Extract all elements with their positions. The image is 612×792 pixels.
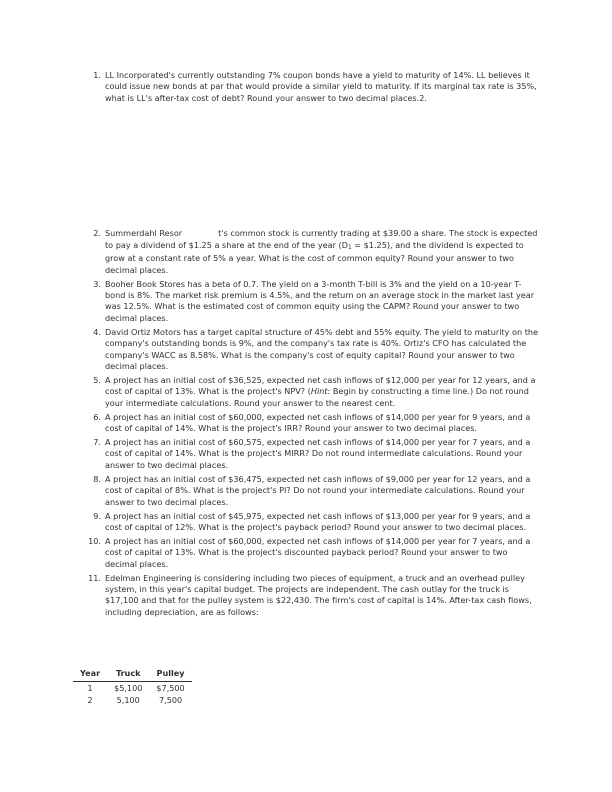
question-list (86, 70, 538, 621)
question-2-segment-b: t's common stock is currently trading at $39.00 a share. The stock is expected to pay a dividend of $1.25 a share at the end of the year (D (105, 228, 538, 250)
question-text-4: David Ortiz Motors has a target capital structure of 45% debt and 55% equity. The yield to maturity on the company's outstanding bonds is 9%, and the company's tax rate is 40%. Ortiz's CFO has calculated the company's WACC as 8.58%. What is the company's cost of equity capital? Round your answer to two decimal places. (105, 326, 539, 372)
question-number-7: 7. (93, 437, 101, 448)
column-header-pulley: Pulley (156, 668, 185, 678)
question-item-9 (86, 511, 538, 534)
column-header-year: Year (80, 668, 101, 678)
question-item-8 (86, 474, 538, 508)
question-number-6: 6. (93, 411, 101, 422)
question-item-11 (86, 573, 538, 619)
question-5-segment-b: : Begin by constructing a time line.) Do not round your intermediate calculations. Round your answer to the nearest cent. (105, 386, 529, 408)
cell-year-1: 1 (87, 682, 93, 693)
cashflow-table-head (73, 668, 192, 681)
question-number-8: 8. (93, 473, 101, 484)
question-2-segment-a: Summerdahl Resor (105, 228, 183, 239)
question-text-2 (105, 228, 538, 276)
question-item-3 (86, 279, 538, 325)
question-text-10: A project has an initial cost of $60,000, expected net cash inflows of $14,000 per year for 7 years, and a cost of capital of 13%. What is the project's discounted payback period? Round your answer to two decimal places. (105, 535, 531, 569)
cell-truck-2: 5,100 (116, 695, 140, 706)
column-header-truck: Truck (115, 668, 141, 678)
question-item-1 (86, 70, 538, 104)
question-item-4 (86, 327, 538, 373)
cell-truck-1: $5,100 (114, 682, 143, 693)
table-row (73, 681, 192, 694)
question-number-2: 2. (93, 228, 101, 239)
question-number-11: 11. (88, 572, 101, 583)
question-text-11: Edelman Engineering is considering including two pieces of equipment, a truck and an overhead pulley system, in this year's capital budget. The projects are independent. The cash outlay for the truck is $17,100 and that for the pulley system is $22,430. The firm's cost of capital is 14%. After-tax cash flows, including depreciation, are as follows: (105, 572, 532, 617)
cashflow-header-row (73, 668, 192, 681)
question-text-1: LL Incorporated's currently outstanding 7% coupon bonds have a yield to maturity of 14%. LL believes it could issue new bonds at par that would provide a similar yield to maturity. If its marginal tax rate is 35%, what is LL's after-tax cost of debt? Round your answer to two decimal places.2. (105, 70, 537, 103)
cell-pulley-1: $7,500 (156, 682, 185, 693)
question-number-4: 4. (93, 326, 101, 337)
question-number-3: 3. (93, 278, 101, 289)
cell-pulley-2: 7,500 (158, 695, 183, 706)
hint-label: Hint (310, 386, 328, 397)
question-item-7 (86, 437, 538, 471)
question-item-6 (86, 412, 538, 435)
question-item-5 (86, 375, 538, 409)
question-text-9: A project has an initial cost of $45,975, expected net cash inflows of $13,000 per year for 9 years, and a cost of capital of 12%. What is the project's payback period? Round your answer to two decimal places. (105, 510, 531, 532)
question-5-segment-a: A project has an initial cost of $36,525, expected net cash inflows of $12,000 per year for 12 years, and a cost of capital of 13%. What is the project's NPV? ( (105, 374, 536, 397)
question-number-10: 10. (88, 535, 101, 546)
cell-year-2: 2 (87, 695, 93, 706)
question-number-1: 1. (93, 70, 101, 80)
table-row (73, 694, 192, 706)
question-number-9: 9. (93, 510, 101, 521)
dividend-subscript: 1 (347, 245, 352, 252)
question-number-5: 5. (93, 374, 101, 385)
question-text-6: A project has an initial cost of $60,000, expected net cash inflows of $14,000 per year for 9 years, and a cost of capital of 14%. What is the project's IRR? Round your answer to two decimal places. (105, 411, 531, 434)
question-text-5 (105, 375, 538, 409)
question-item-10 (86, 536, 538, 570)
cashflow-table-body (73, 681, 192, 706)
question-item-2 (86, 228, 538, 276)
question-text-8: A project has an initial cost of $36,475, expected net cash inflows of $9,000 per year for 12 years, and a cost of capital of 8%. What is the project's PI? Do not round your intermediate calculations. Round your answer to two decimal places. (105, 473, 531, 507)
cashflow-table (73, 668, 192, 706)
question-text-7: A project has an initial cost of $60,575, expected net cash inflows of $14,000 per year for 7 years, and a cost of capital of 14%. What is the project's MIRR? Do not round intermediate calculations. Round your answer to two decimal places. (105, 437, 531, 470)
question-2-segment-c: = $1.25), and the dividend is expected to grow at a constant rate of 5% a year. What is the cost of common equity? Round your answer to two decimal places. (105, 239, 524, 275)
question-text-3: Booher Book Stores has a beta of 0.7. The yield on a 3-month T-bill is 3% and the yield on a 10-year T-bond is 8%. The market risk premium is 4.5%, and the return on an average stock in the market last year was 12.5%. What is the estimated cost of common equity using the CAPM? Round your answer to two decimal places. (105, 278, 535, 323)
